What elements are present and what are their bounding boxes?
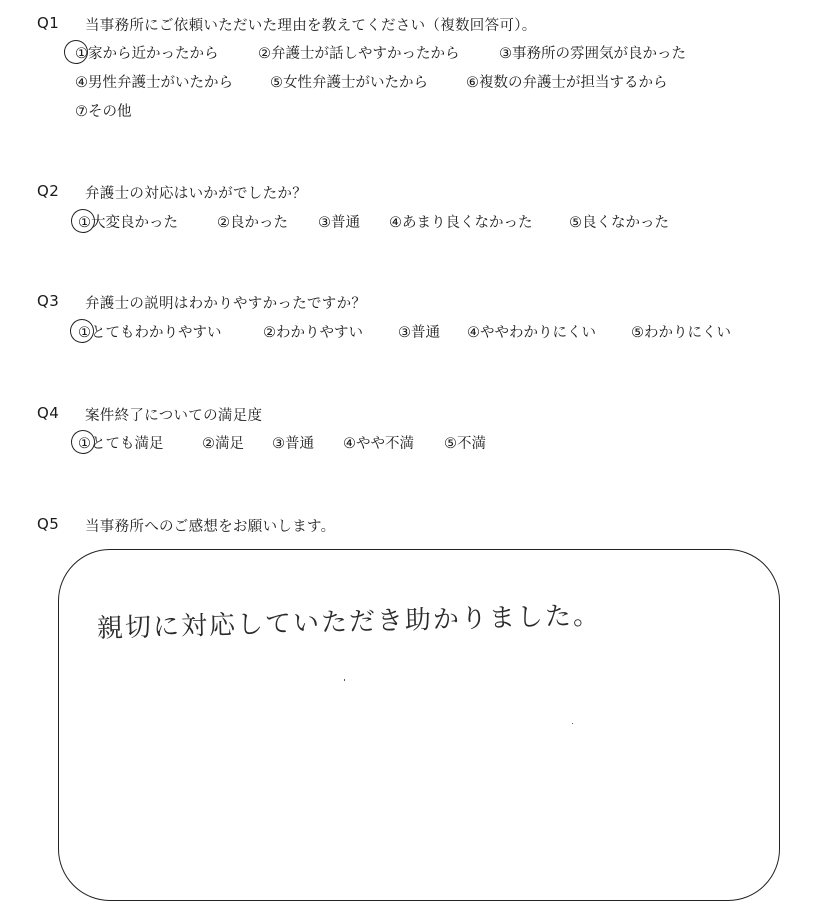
- q1-option-2: ②弁護士が話しやすかったから: [258, 46, 460, 62]
- q5-handwritten-answer: 親切に対応していただき助かりました。: [96, 600, 602, 644]
- q4-option-5: ⑤不満: [444, 436, 486, 452]
- q1-option-3: ③事務所の雰囲気が良かった: [499, 46, 686, 62]
- q4-option-3: ③普通: [272, 436, 314, 452]
- q2-option-2: ②良かった: [217, 215, 288, 231]
- q2-question: 弁護士の対応はいかがでしたか？: [85, 186, 307, 202]
- scan-speck: [344, 679, 345, 681]
- q5-question: 当事務所へのご感想をお願いします。: [85, 519, 336, 535]
- q3-option-1: ①とてもわかりやすい: [78, 325, 222, 341]
- q4-label: Q4: [37, 404, 60, 422]
- q4-option-2: ②満足: [202, 436, 244, 452]
- q4-option-4: ④やや不満: [343, 436, 414, 452]
- q4-question: 案件終了についての満足度: [85, 408, 263, 424]
- q4-option-1: ①とても満足: [78, 436, 164, 452]
- q1-label: Q1: [37, 14, 60, 32]
- q2-option-5: ⑤良くなかった: [569, 215, 669, 231]
- q2-option-3: ③普通: [318, 215, 360, 231]
- q3-option-2: ②わかりやすい: [263, 325, 363, 341]
- q1-option-6: ⑥複数の弁護士が担当するから: [466, 75, 668, 91]
- q1-option-1: ①家から近かったから: [75, 46, 219, 62]
- q2-label: Q2: [37, 182, 60, 200]
- q3-question: 弁護士の説明はわかりやすかったですか？: [85, 296, 367, 312]
- q1-option-5: ⑤女性弁護士がいたから: [270, 75, 428, 91]
- scan-speck: [572, 723, 573, 724]
- q3-option-5: ⑤わかりにくい: [631, 325, 731, 341]
- q1-option-4: ④男性弁護士がいたから: [75, 75, 233, 91]
- q2-option-1: ①大変良かった: [78, 215, 178, 231]
- q3-option-3: ③普通: [398, 325, 440, 341]
- q5-label: Q5: [37, 515, 60, 533]
- q1-question: 当事務所にご依頼いただいた理由を教えてください（複数回答可）。: [85, 18, 537, 34]
- q3-option-4: ④ややわかりにくい: [467, 325, 596, 341]
- q2-option-4: ④あまり良くなかった: [389, 215, 533, 231]
- q1-option-7: ⑦その他: [75, 104, 132, 120]
- q3-label: Q3: [37, 292, 60, 310]
